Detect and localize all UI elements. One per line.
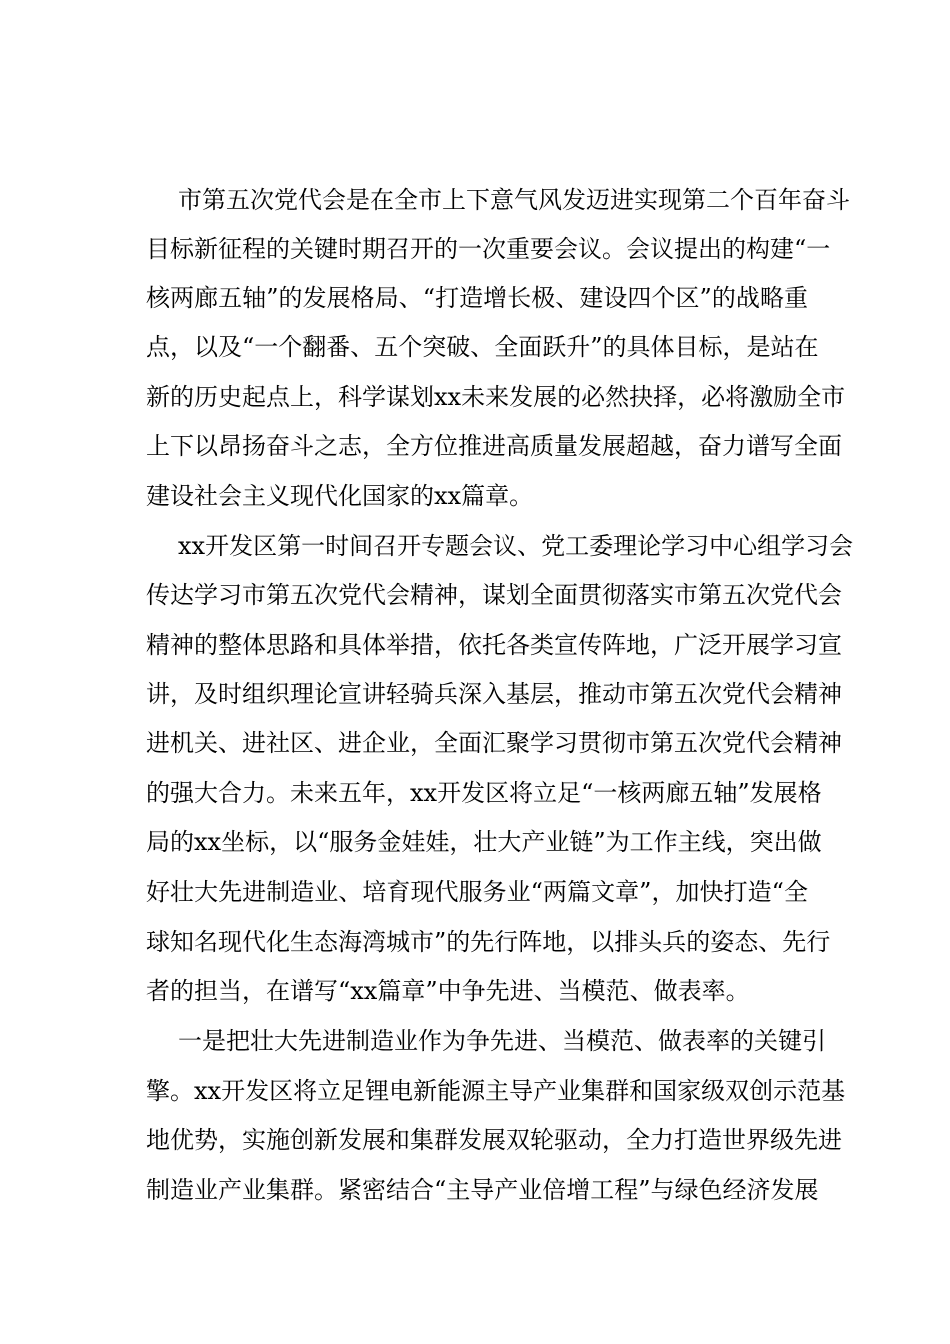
- paragraph-2-line-4: 讲，及时组织理论宣讲轻骑兵深入基层，推动市第五次党代会精神: [146, 680, 842, 708]
- paragraph-2-line-2: 传达学习市第五次党代会精神，谋划全面贯彻落实市第五次党代会: [146, 581, 842, 609]
- paragraph-3-line-2: 擎。xx开发区将立足锂电新能源主导产业集群和国家级双创示范基: [146, 1077, 846, 1105]
- paragraph-3-line-3: 地优势，实施创新发展和集群发展双轮驱动，全力打造世界级先进: [146, 1126, 842, 1154]
- paragraph-3-line-1: 一是把壮大先进制造业作为争先进、当模范、做表率的关键引: [178, 1027, 826, 1055]
- paragraph-3-line-4: 制造业产业集群。紧密结合“主导产业倍增工程”与绿色经济发展: [146, 1176, 819, 1204]
- paragraph-2-line-9: 球知名现代化生态海湾城市”的先行阵地，以排头兵的姿态、先行: [146, 928, 831, 956]
- paragraph-2-line-5: 进机关、进社区、进企业，全面汇聚学习贯彻市第五次党代会精神: [146, 729, 842, 757]
- paragraph-1-line-1: 市第五次党代会是在全市上下意气风发迈进实现第二个百年奋斗: [178, 186, 850, 214]
- paragraph-1-line-2: 目标新征程的关键时期召开的一次重要会议。会议提出的构建“一: [146, 235, 831, 263]
- paragraph-2-line-1: xx开发区第一时间召开专题会议、党工委理论学习中心组学习会: [178, 532, 854, 560]
- paragraph-1-line-7: 建设社会主义现代化国家的xx篇章。: [146, 482, 534, 510]
- paragraph-1-line-3: 核两廊五轴”的发展格局、“打造增长极、建设四个区”的战略重: [146, 284, 808, 312]
- paragraph-2-line-8: 好壮大先进制造业、培育现代服务业“两篇文章”，加快打造“全: [146, 878, 808, 906]
- paragraph-2-line-3: 精神的整体思路和具体举措，依托各类宣传阵地，广泛开展学习宣: [146, 631, 842, 659]
- paragraph-2-line-10: 者的担当，在谱写“xx篇章”中争先进、当模范、做表率。: [146, 977, 750, 1005]
- paragraph-1-line-5: 新的历史起点上，科学谋划xx未来发展的必然抉择，必将激励全市: [146, 383, 846, 411]
- paragraph-1-line-6: 上下以昂扬奋斗之志，全方位推进高质量发展超越，奋力谱写全面: [146, 432, 842, 460]
- paragraph-2-line-7: 局的xx坐标，以“服务金娃娃，壮大产业链”为工作主线，突出做: [146, 828, 822, 856]
- paragraph-2-line-6: 的强大合力。未来五年，xx开发区将立足“一核两廊五轴”发展格: [146, 779, 822, 807]
- paragraph-1-line-4: 点，以及“一个翻番、五个突破、全面跃升”的具体目标，是站在: [146, 333, 819, 361]
